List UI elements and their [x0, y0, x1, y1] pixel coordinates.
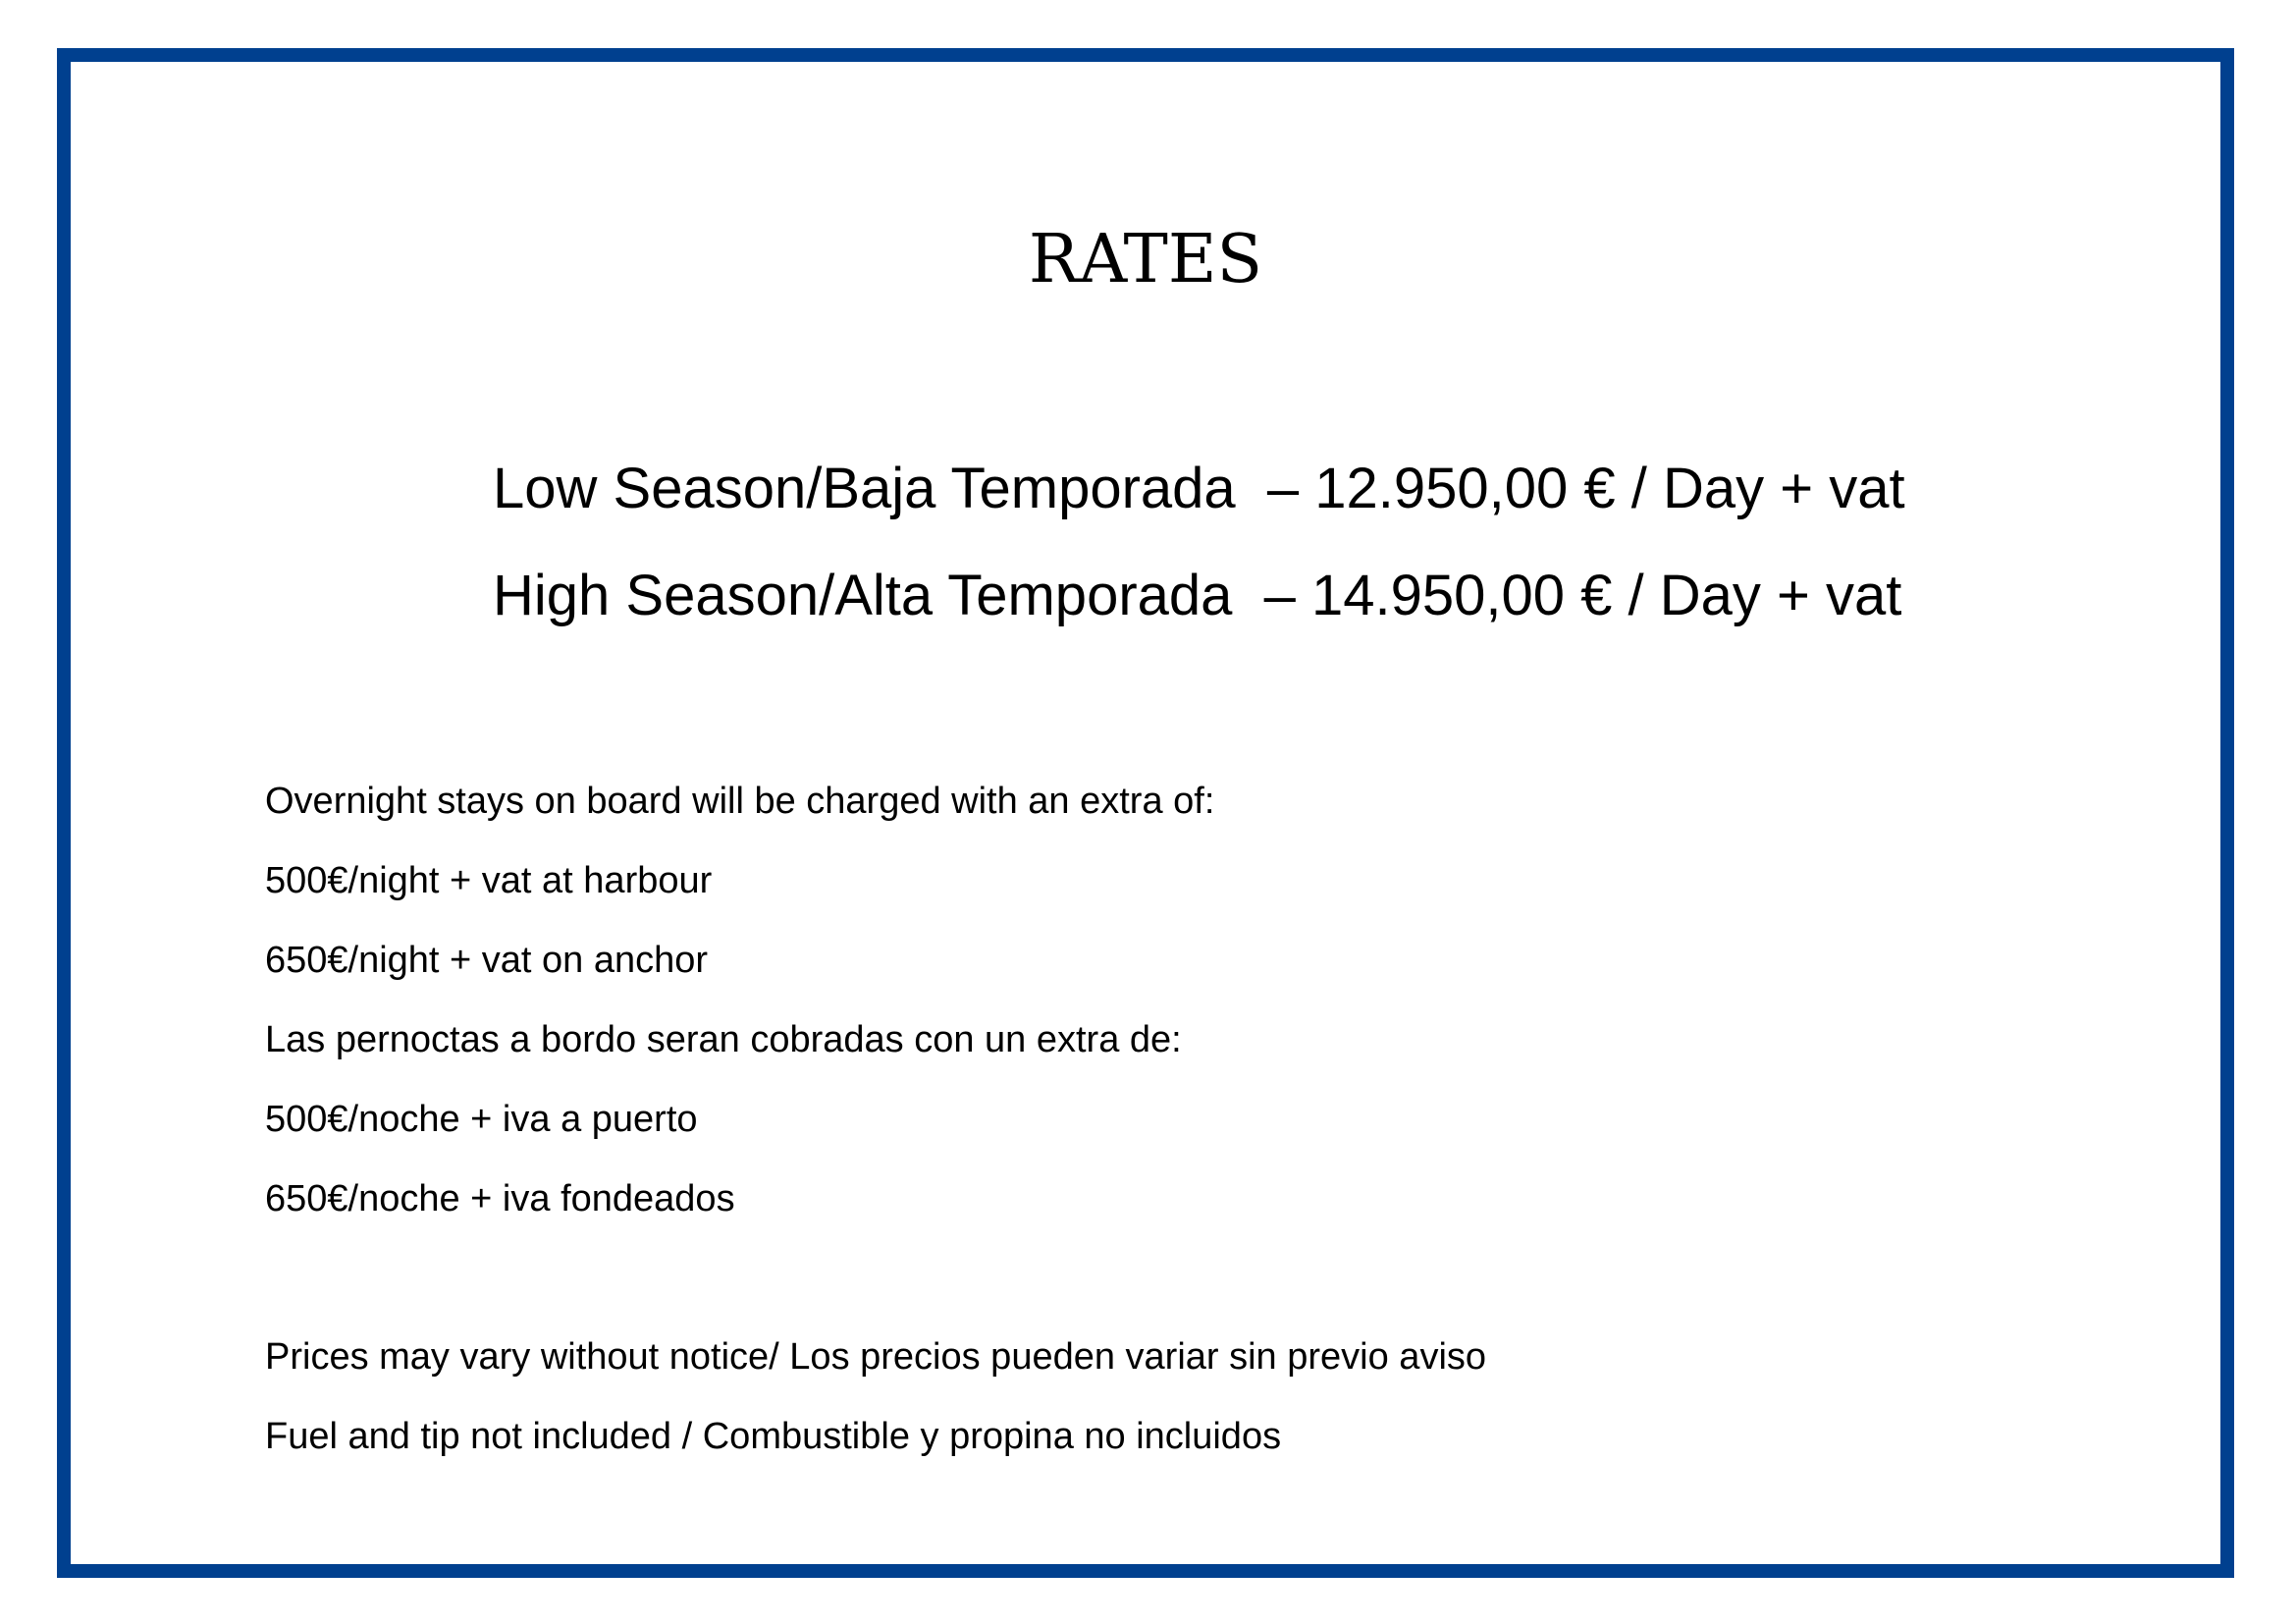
rates-page-frame: [57, 48, 2234, 1578]
fuel-tip-notice: Fuel and tip not included / Combustible y propina no incluidos: [265, 1416, 1282, 1457]
overnight-anchor-es: 650€/noche + iva fondeados: [265, 1178, 735, 1219]
overnight-harbour-en: 500€/night + vat at harbour: [265, 860, 713, 901]
high-season-rate: High Season/Alta Temporada – 14.950,00 € / Day + vat: [493, 564, 1902, 627]
overnight-anchor-en: 650€/night + vat on anchor: [265, 940, 709, 981]
prices-notice: Prices may vary without notice/ Los precios pueden variar sin previo aviso: [265, 1336, 1487, 1378]
overnight-intro-es: Las pernoctas a bordo seran cobradas con un extra de:: [265, 1019, 1182, 1060]
overnight-harbour-es: 500€/noche + iva a puerto: [265, 1099, 698, 1140]
low-season-rate: Low Season/Baja Temporada – 12.950,00 € / Day + vat: [493, 457, 1905, 520]
page-title: RATES: [1028, 221, 1263, 298]
overnight-intro-en: Overnight stays on board will be charged with an extra of:: [265, 781, 1215, 822]
